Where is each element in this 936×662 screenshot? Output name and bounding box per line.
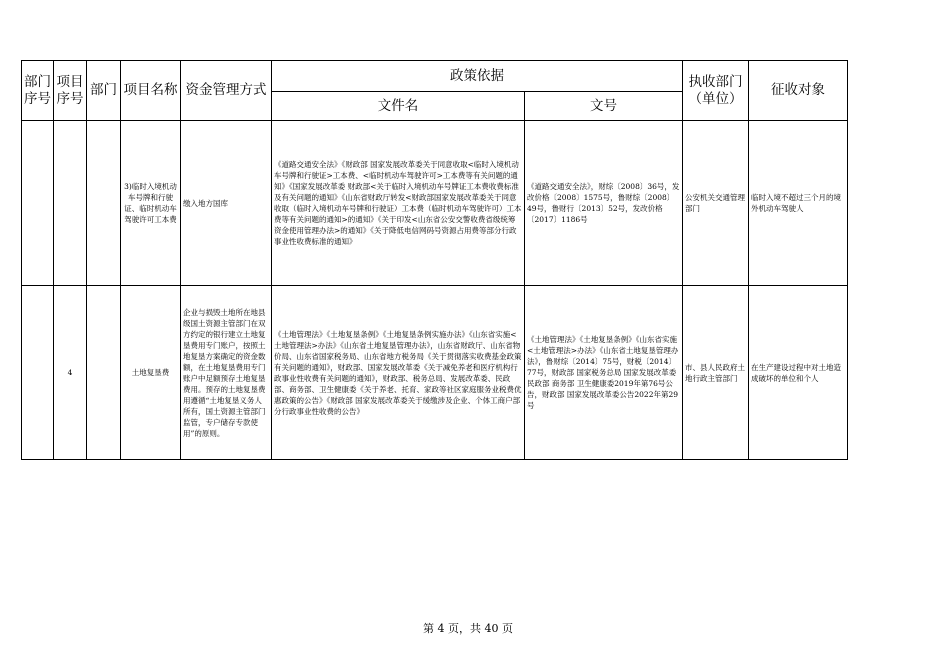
- row-proj-name: 3)临时入境机动车号牌和行驶证、临时机动车驾驶许可工本费: [121, 121, 181, 286]
- row-proj-name: 土地复垦费: [121, 286, 181, 460]
- page-footer: [0, 620, 936, 636]
- row-dept-no: [22, 121, 54, 286]
- row-doc-name: 《土地管理法》《土地复垦条例》《土地复垦条例实施办法》《山东省实施<土地管理法>办法》《山东省土地复垦管理办法》，山东省财政厅、山东省物价局、山东省国家税务局、山东省地方税务局《关于贯彻落实收费基金政策有关问题的通知》，财政部、国家发展改革委《关于减免养老和医疗机构行政事业性收费有关问题的通知》，财政部、税务总局、发展改革委、民政部、商务部、卫生健康委《关于养老、托育、家政等社区家庭服务业税费优惠政策的公告》《财政部 国家发展改革委关于缓缴涉及企业、个体工商户部分行政事业性收费的公告》: [272, 286, 525, 460]
- row-dept: [87, 121, 121, 286]
- row-target: 临时入境不超过三个月的境外机动车驾驶人: [749, 121, 848, 286]
- row-proj-no: [54, 121, 87, 286]
- header-dept: 部门: [87, 61, 121, 121]
- row-exec-dept: 公安机关交通管理部门: [683, 121, 749, 286]
- header-fund-mgmt: 资金管理方式: [181, 61, 272, 121]
- row-fund-mgmt: 缴入地方国库: [181, 121, 272, 286]
- header-exec-dept: 执收部门（单位）: [683, 61, 749, 121]
- header-doc-name: 文件名: [272, 92, 525, 121]
- row-exec-dept: 市、县人民政府土地行政主管部门: [683, 286, 749, 460]
- row-dept: [87, 286, 121, 460]
- table-row: [22, 121, 848, 286]
- row-doc-no: 《土地管理法》《土地复垦条例》《山东省实施<土地管理法>办法》《山东省土地复垦管理办法》，鲁财综〔2014〕75号，财税〔2014〕77号，财政部 国家税务总局 国家发展改革委 民政部 商务部 卫生健康委2019年第76号公告，财政部 国家发展改革委公告2022年第29号: [525, 286, 683, 460]
- row-target: 在生产建设过程中对土地造成破坏的单位和个人: [749, 286, 848, 460]
- row-doc-no: 《道路交通安全法》，财综〔2008〕36号，发改价格〔2008〕1575号，鲁财综〔2008〕49号，鲁财行〔2013〕52号，发改价格〔2017〕1186号: [525, 121, 683, 286]
- row-dept-no: [22, 286, 54, 460]
- header-doc-no: 文号: [525, 92, 683, 121]
- row-doc-name: 《道路交通安全法》《财政部 国家发展改革委关于同意收取<临时入境机动车号牌和行驶证>工本费、<临时机动车驾驶许可>工本费等有关问题的通知》《国家发展改革委 财政部<关于临时入境机动车号牌证工本费收费标准及有关问题的通知》《山东省财政厅转发<财政部国家发展改革委关于同意收取（临时入境机动车号牌和行驶证）工本费（临时机动车驾驶许可）工本费等有关问题的通知>的通知》《关于印发<山东省公安交警收费省级统筹资金使用管理办法>的通知》《关于降低电信网码号资源占用费等部分行政事业性收费标准的通知》: [272, 121, 525, 286]
- header-policy: 政策依据: [272, 61, 683, 92]
- fee-table: [21, 60, 848, 460]
- page-number: 第 4 页，共 40 页: [423, 622, 513, 635]
- row-fund-mgmt: 企业与损毁土地所在地县级国土资源主管部门在双方约定的银行建立土地复垦费用专门账户，按照土地复垦方案确定的资金数额，在土地复垦费用专门账户中足额预存土地复垦费用。预存的土地复垦费用遵循“土地复垦义务人所有，国土资源主管部门监管，专户储存专款使用”的原则。: [181, 286, 272, 460]
- header-proj-name: 项目名称: [121, 61, 181, 121]
- table-row: [22, 286, 848, 460]
- header-target: 征收对象: [749, 61, 848, 121]
- header-dept-no: 部门序号: [22, 61, 54, 121]
- header-proj-no: 项目序号: [54, 61, 87, 121]
- row-proj-no: 4: [54, 286, 87, 460]
